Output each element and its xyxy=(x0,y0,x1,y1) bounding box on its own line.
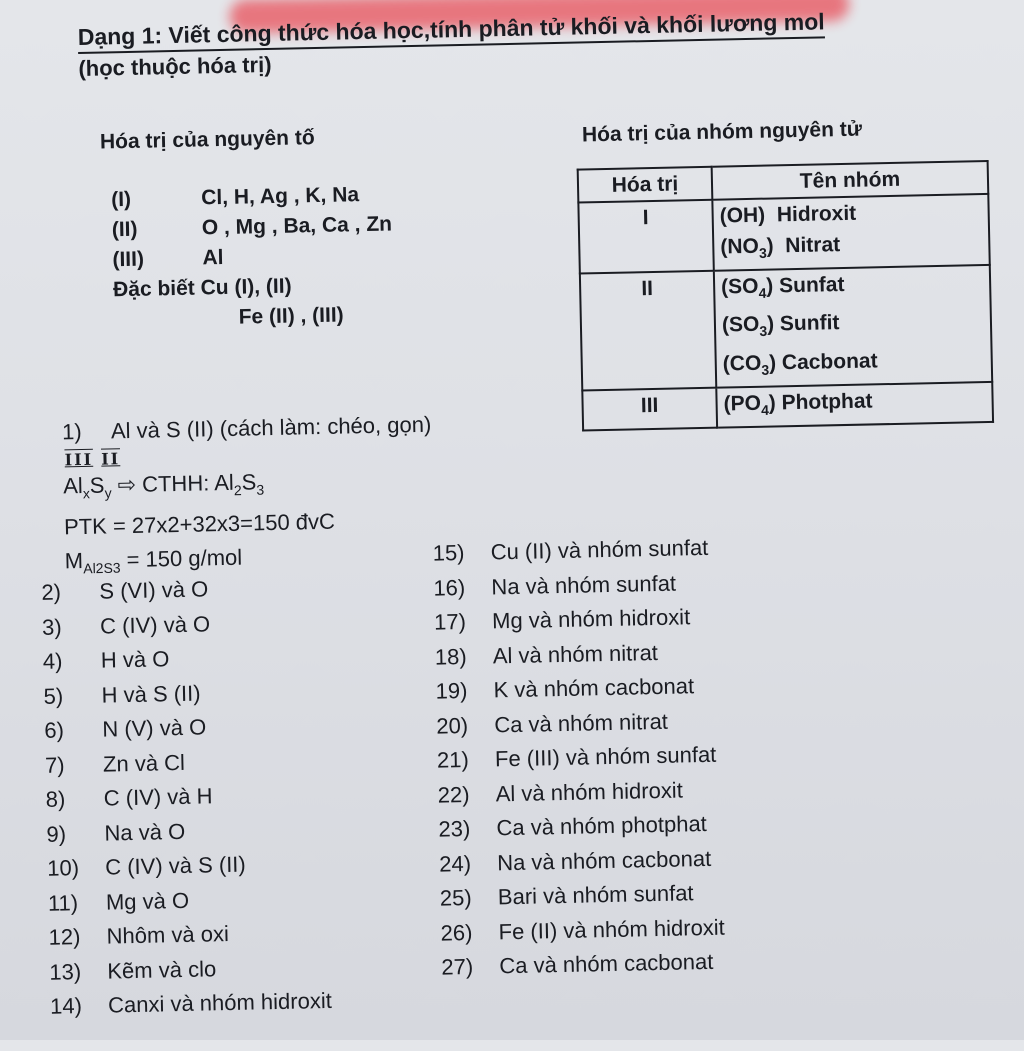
group-cell: $(SO_4)$ Sunfat $(SO_3)$ Sunfit $(CO_3)$ Cacbonat xyxy=(714,265,992,387)
exercise-item xyxy=(47,846,329,886)
exercise-text: Ca và nhóm photphat xyxy=(496,810,708,841)
exercise-number: 15) xyxy=(432,540,465,566)
exercise-number: 21) xyxy=(436,746,470,773)
exercise-text: Fe (III) và nhóm sunfat xyxy=(494,741,717,772)
exercise-item xyxy=(439,841,724,881)
valence-elements: Cl, H, Ag , K, Na xyxy=(200,183,360,210)
exercise-number: 27) xyxy=(441,953,474,980)
exercise-item xyxy=(438,807,723,847)
col-name-header: Tên nhóm xyxy=(712,161,989,200)
exercise-item xyxy=(48,915,330,955)
exercise-item xyxy=(43,673,325,713)
exercise-text: Na và O xyxy=(104,818,186,846)
exercise-item xyxy=(437,738,722,778)
exercise-text: K và nhóm cacbonat xyxy=(493,673,695,703)
exercise-item xyxy=(440,876,725,916)
exercise-item xyxy=(434,600,719,640)
group-formula: OH xyxy=(726,203,759,228)
exercise-list-right xyxy=(432,531,726,985)
roman-marker-right: II xyxy=(101,449,121,469)
group-name: Nitrat xyxy=(785,233,841,258)
exercise-text: Al và nhóm hidroxit xyxy=(495,776,684,806)
valence-cell: II xyxy=(580,271,716,390)
group-cell: (OH) Hidroxit $(NO_3)$ Nitrat xyxy=(712,194,989,271)
exercise-text: Kẽm và clo xyxy=(107,955,217,984)
valence-roman: (II) xyxy=(111,217,138,242)
exercise-text: Zn và Cl xyxy=(102,749,186,777)
exercise-item xyxy=(435,669,720,709)
exercise-item xyxy=(49,949,331,989)
exercise-number: 25) xyxy=(439,884,472,911)
exercise-number: 13) xyxy=(49,958,82,985)
molar-line: $M_{Al2S3} = 150$ g/mol xyxy=(64,545,243,577)
group-formula: PO xyxy=(730,391,762,416)
exercise-text: Mg và nhóm hidroxit xyxy=(491,604,691,634)
exercise-number: 10) xyxy=(46,855,80,881)
table-row xyxy=(582,382,993,431)
exercise-number: 7) xyxy=(44,751,65,778)
group-name: Photphat xyxy=(781,389,873,415)
exercise-number: 26) xyxy=(440,919,473,946)
page-title xyxy=(77,4,988,83)
exercise-number: 2) xyxy=(41,579,62,605)
table-row xyxy=(578,194,989,274)
exercise-number: 20) xyxy=(436,712,469,739)
exercise-item xyxy=(441,945,726,985)
valence-row xyxy=(112,209,393,245)
exercise-item xyxy=(43,639,325,679)
exercise-item xyxy=(436,703,721,743)
group-name: Sunfit xyxy=(779,311,840,336)
exercise-number: 4) xyxy=(42,648,63,674)
group-name: Sunfat xyxy=(778,273,845,298)
group-subscript: 3 xyxy=(759,323,768,340)
exercise-number: 14) xyxy=(49,993,83,1019)
exercise-number: 19) xyxy=(435,677,468,704)
exercise-number: 17) xyxy=(433,608,467,635)
exercise-text: N (V) và O xyxy=(102,714,207,742)
element-valence-list xyxy=(111,179,394,335)
table-row xyxy=(580,265,992,390)
exercise-text: Ca và nhóm cacbonat xyxy=(499,948,714,979)
exercise-item xyxy=(432,531,717,571)
ptk-line: PTK = 27x2+32x3=150 đvC xyxy=(63,509,336,540)
exercise-number: 23) xyxy=(438,815,471,842)
title-line-1: Dạng 1: Viết công thức hóa học,tính phân tử khối và khối lương mol xyxy=(77,7,824,54)
roman-marker-left: III xyxy=(64,449,94,470)
exercise-item xyxy=(440,910,725,950)
molar-value: = 150 g/mol xyxy=(126,545,243,573)
exercise-number: 8) xyxy=(45,786,66,812)
worked-example xyxy=(62,408,435,586)
title-line-2: (học thuộc hóa trị) xyxy=(78,51,272,81)
exercise-number: 22) xyxy=(437,781,470,808)
group-formula: SO xyxy=(727,274,759,299)
exercise-text: C (IV) và H xyxy=(103,783,213,811)
formula-line: $Al_xS_y$ ⇨ CTHH: $Al_2S_3$ xyxy=(62,469,265,502)
exercise-text: Mg và O xyxy=(105,887,190,915)
exercise-item xyxy=(433,565,718,605)
exercise-text: Na và nhóm sunfat xyxy=(491,570,677,599)
exercise-text: Al và nhóm nitrat xyxy=(492,639,659,668)
exercise-item xyxy=(50,984,332,1024)
special-label: Đặc biết xyxy=(112,276,196,302)
group-formula: NO xyxy=(727,234,760,259)
group-formula: SO xyxy=(728,313,760,337)
exercise-text: Cu (II) và nhóm sunfat xyxy=(490,534,709,565)
group-valence-heading: Hóa trị của nhóm nguyên tử xyxy=(581,117,863,147)
exercise-item xyxy=(48,880,330,920)
exercise-number: 12) xyxy=(48,924,81,950)
group-name: Hidroxit xyxy=(776,201,857,227)
group-valence-table xyxy=(577,160,994,432)
exercise-number: 11) xyxy=(47,889,79,916)
exercise-number: 16) xyxy=(433,574,466,601)
exercise-number: 24) xyxy=(438,850,472,877)
special-cu: Cu (I), (II) xyxy=(200,274,292,300)
exercise-text: Canxi và nhóm hidroxit xyxy=(107,987,333,1018)
exercise-text: C (IV) và O xyxy=(99,610,211,639)
exercise-text: Fe (II) và nhóm hidroxit xyxy=(498,914,726,944)
exercise-text: S (VI) và O xyxy=(99,576,209,604)
exercise-number: 9) xyxy=(46,820,67,847)
group-subscript: 4 xyxy=(760,401,770,418)
exercise-text: C (IV) và S (II) xyxy=(104,851,246,880)
group-subscript: 3 xyxy=(758,244,767,261)
special-row-2 xyxy=(113,299,394,335)
group-cell: $(PO_4)$ Photphat xyxy=(716,382,993,428)
group-subscript: 4 xyxy=(758,284,767,302)
exercise-number: 5) xyxy=(43,682,64,709)
exercise-text: Nhôm và oxi xyxy=(106,921,230,949)
valence-elements: Al xyxy=(202,245,224,270)
exercise-item xyxy=(45,742,327,782)
valence-roman: (I) xyxy=(110,187,132,212)
element-valence-heading: Hóa trị của nguyên tố xyxy=(99,126,315,154)
special-fe: Fe (II) , (III) xyxy=(238,303,344,329)
valence-elements: O , Mg , Ba, Ca , Zn xyxy=(201,212,393,240)
exercise-text: H và S (II) xyxy=(101,680,201,708)
valence-roman: (III) xyxy=(112,247,145,272)
valence-cell: III xyxy=(582,387,717,430)
valence-cell: I xyxy=(578,200,713,274)
exercise-number: 18) xyxy=(434,643,467,670)
example-text: Al và S (II) (cách làm: chéo, gọn) xyxy=(110,411,432,444)
group-name: Cacbonat xyxy=(781,348,878,374)
exercise-item xyxy=(45,777,327,817)
exercise-text: Na và nhóm cacbonat xyxy=(496,845,712,875)
exercise-item xyxy=(42,604,324,644)
exercise-item xyxy=(41,570,323,610)
molar-subscript: Al2S3 xyxy=(83,559,121,577)
example-number: 1) xyxy=(61,418,82,445)
exercise-number: 6) xyxy=(44,717,65,743)
exercise-number: 3) xyxy=(41,613,62,640)
exercise-text: Ca và nhóm nitrat xyxy=(494,708,669,737)
exercise-item xyxy=(437,772,722,812)
exercise-text: Bari và nhóm sunfat xyxy=(497,880,694,910)
group-formula: CO xyxy=(729,351,762,375)
group-subscript: 3 xyxy=(761,361,770,378)
exercise-item xyxy=(46,811,328,851)
col-valence-header: Hóa trị xyxy=(578,167,713,203)
exercise-list-left xyxy=(41,570,332,1024)
exercise-item xyxy=(434,634,719,674)
exercise-text: H và O xyxy=(100,646,170,673)
exercise-item xyxy=(44,708,326,748)
